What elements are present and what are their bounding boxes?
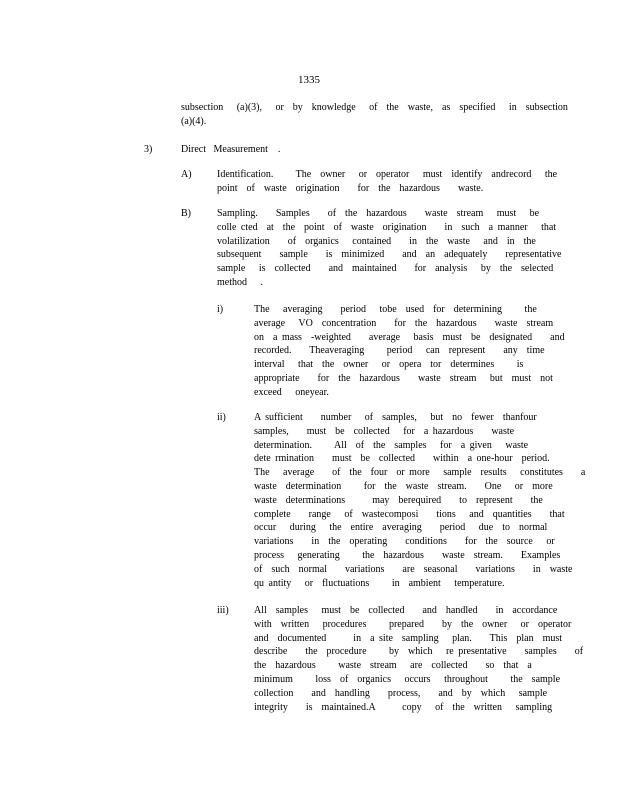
text-line: determination. All of the samples for a given waste: [254, 439, 529, 451]
text-line: integrity is maintained.A copy of the written sampling: [254, 701, 553, 713]
text-line: subsection (a)(3), or by knowledge of the waste, as specified in subsection: [181, 102, 568, 113]
text-line: interval that the owner or opera tor determines is: [254, 359, 524, 371]
text-line: describe the procedure by which re presentative samples of: [254, 646, 584, 658]
sub-ii-paragraph: [254, 411, 586, 590]
sub-i-paragraph: [254, 303, 565, 400]
text-line: variations in the operating conditions for the source or: [254, 536, 555, 548]
sub-iii-label: iii): [217, 605, 229, 616]
section-3-heading: Direct Measurement .: [181, 144, 281, 155]
sub-ii-label: ii): [217, 412, 226, 423]
text-line: A sufficient number of samples, but no fewer thanfour: [254, 412, 537, 423]
text-line: process generating the hazardous waste stream. Examples: [254, 549, 561, 561]
text-line: Identification. The owner or operator must identify andrecord the: [217, 169, 558, 180]
text-line: of such normal variations are seasonal variations in waste: [254, 563, 573, 575]
intro-paragraph: [181, 101, 568, 129]
text-line: (a)(4).: [181, 115, 207, 127]
text-line: on a mass -weighted average basis must be designated and: [254, 331, 565, 343]
text-line: The average of the four or more sample results constitutes a: [254, 467, 586, 479]
item-a-label: A): [181, 169, 192, 180]
text-line: average VO concentration for the hazardous waste stream: [254, 317, 554, 329]
text-line: subsequent sample is minimized and an adequately representative: [217, 249, 562, 261]
text-line: method .: [217, 276, 263, 288]
text-line: collection and handling process, and by which sample: [254, 687, 548, 699]
text-line: appropriate for the hazardous waste stream but must not: [254, 372, 553, 384]
section-3-label: 3): [144, 144, 153, 155]
text-line: exceed oneyear.: [254, 386, 329, 398]
text-line: waste determinations may berequired to represent the: [254, 494, 543, 506]
item-a-paragraph: [217, 168, 558, 196]
text-line: minimum loss of organics occurs throughout the sample: [254, 673, 561, 685]
sub-iii-paragraph: [254, 604, 584, 714]
text-line: All samples must be collected and handled in accordance: [254, 605, 558, 616]
text-line: The averaging period tobe used for determining the: [254, 304, 537, 315]
text-line: complete range of wastecomposi tions and quantities that: [254, 508, 565, 520]
text-line: samples, must be collected for a hazardous waste: [254, 425, 515, 437]
text-line: dete rmination must be collected within a one-hour period.: [254, 453, 550, 465]
text-line: waste determination for the waste stream. One or more: [254, 480, 553, 492]
text-line: volatilization of organics contained in the waste and in the: [217, 235, 536, 247]
item-b-label: B): [181, 208, 191, 219]
text-line: qu antity or fluctuations in ambient temperature.: [254, 577, 505, 589]
text-line: Sampling. Samples of the hazardous waste stream must be: [217, 208, 540, 219]
item-b-paragraph: [217, 207, 562, 290]
text-line: recorded. Theaveraging period can represent any time: [254, 345, 545, 357]
text-line: sample is collected and maintained for analysis by the selected: [217, 263, 554, 275]
sub-i-label: i): [217, 304, 224, 315]
text-line: point of waste origination for the hazardous waste.: [217, 182, 484, 194]
text-line: with written procedures prepared by the owner or operator: [254, 618, 572, 630]
text-line: colle cted at the point of waste origination in such a manner that: [217, 221, 557, 233]
text-line: the hazardous waste stream are collected so that a: [254, 660, 532, 672]
text-line: occur during the entire averaging period due to normal: [254, 522, 548, 534]
page-number: 1335: [298, 74, 320, 86]
text-line: and documented in a site sampling plan. This plan must: [254, 632, 563, 644]
